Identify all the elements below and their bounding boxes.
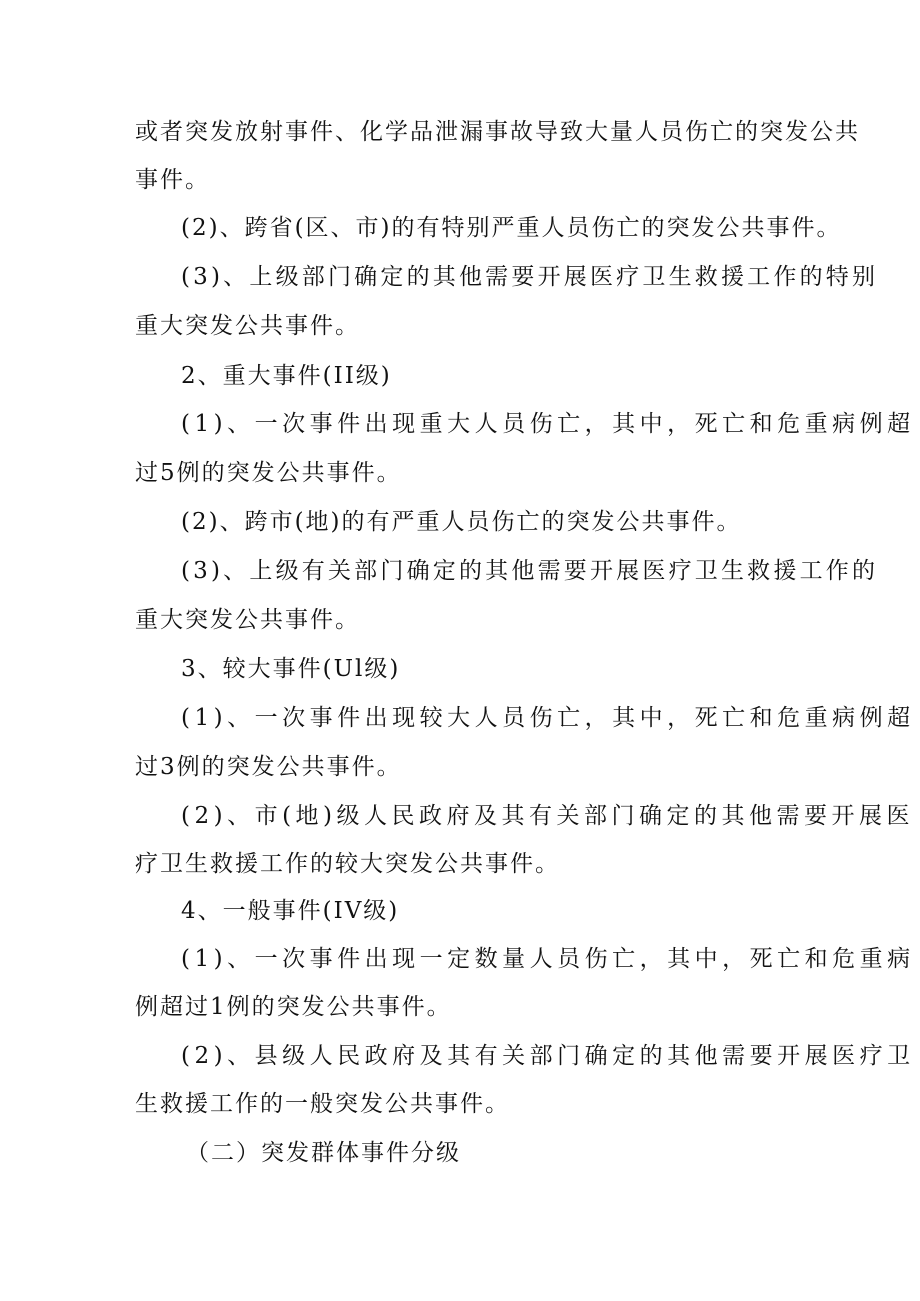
text-line: 重大突发公共事件。 <box>135 313 360 339</box>
text-line: (2)、县级人民政府及其有关部门确定的其他需要开展医疗卫 <box>181 1043 915 1069</box>
text-line: 生救援工作的一般突发公共事件。 <box>135 1091 510 1117</box>
section-heading: 4、一般事件(IV级) <box>181 898 400 924</box>
text-line: (3)、上级部门确定的其他需要开展医疗卫生救援工作的特别 <box>181 264 879 290</box>
text-line: (2)、跨市(地)的有严重人员伤亡的突发公共事件。 <box>181 509 742 535</box>
text-line: 过5例的突发公共事件。 <box>135 460 402 486</box>
section-heading: （二）突发群体事件分级 <box>186 1140 461 1166</box>
text-line: (2)、跨省(区、市)的有特别严重人员伤亡的突发公共事件。 <box>181 215 842 241</box>
text-line: 例超过1例的突发公共事件。 <box>135 994 452 1020</box>
text-line: (1)、一次事件出现重大人员伤亡，其中，死亡和危重病例超 <box>181 411 915 437</box>
text-line: 疗卫生救援工作的较大突发公共事件。 <box>135 851 560 877</box>
section-heading: 2、重大事件(II级) <box>181 363 392 389</box>
text-line: 或者突发放射事件、化学品泄漏事故导致大量人员伤亡的突发公共 <box>135 119 860 145</box>
text-line: 事件。 <box>135 167 210 193</box>
text-line: (1)、一次事件出现一定数量人员伤亡，其中，死亡和危重病 <box>181 946 915 972</box>
text-line: (2)、市(地)级人民政府及其有关部门确定的其他需要开展医 <box>181 803 915 829</box>
section-heading: 3、较大事件(Ul级) <box>181 656 401 682</box>
text-line: (1)、一次事件出现较大人员伤亡，其中，死亡和危重病例超 <box>181 705 915 731</box>
text-line: 过3例的突发公共事件。 <box>135 754 402 780</box>
text-line: (3)、上级有关部门确定的其他需要开展医疗卫生救援工作的 <box>181 558 879 584</box>
text-line: 重大突发公共事件。 <box>135 607 360 633</box>
